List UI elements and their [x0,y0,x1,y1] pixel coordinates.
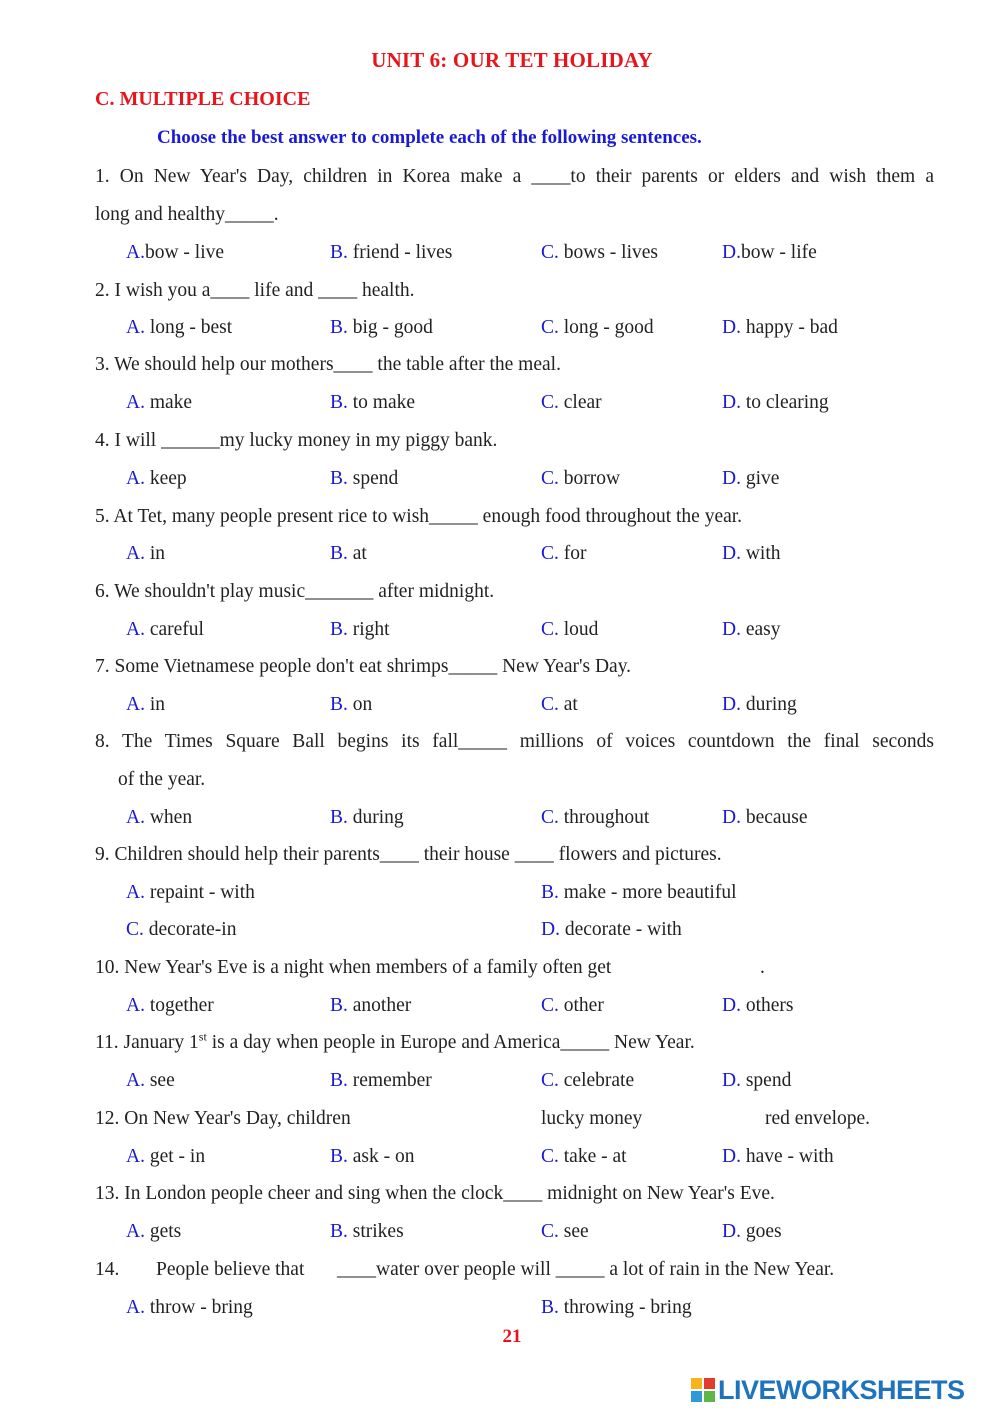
q2-option-a[interactable]: A. long - best [126,317,233,338]
q8-option-c[interactable]: C. throughout [541,807,650,828]
q4-option-c[interactable]: C. borrow [541,468,621,489]
question-4: 4. I will ______my lucky money in my piggy bank. [95,430,498,451]
q7-option-d[interactable]: D. during [722,694,797,715]
question-14-number: 14. [95,1259,120,1280]
question-6: 6. We shouldn't play music_______ after midnight. [95,581,495,602]
question-12-end: red envelope. [765,1108,871,1129]
q4-option-d[interactable]: D. give [722,468,780,489]
q11-option-a[interactable]: A. see [126,1070,175,1091]
q3-option-c[interactable]: C. clear [541,392,602,413]
q14-option-a[interactable]: A. throw - bring [126,1297,253,1318]
q2-option-b[interactable]: B. big - good [330,317,433,338]
q5-option-b[interactable]: B. at [330,543,367,564]
q9-option-b[interactable]: B. make - more beautiful [541,882,737,903]
q3-option-a[interactable]: A. make [126,392,193,413]
q5-option-d[interactable]: D. with [722,543,781,564]
q1-option-a[interactable]: A.bow - live [126,242,225,263]
q12-option-c[interactable]: C. take - at [541,1146,627,1167]
q6-option-d[interactable]: D. easy [722,619,781,640]
liveworksheets-icon [691,1378,715,1402]
q9-option-c[interactable]: C. decorate-in [126,919,237,940]
q13-option-c[interactable]: C. see [541,1221,589,1242]
q6-option-c[interactable]: C. loud [541,619,599,640]
q10-option-a[interactable]: A. together [126,995,214,1016]
q7-option-c[interactable]: C. at [541,694,578,715]
q2-option-c[interactable]: C. long - good [541,317,654,338]
q1-option-d[interactable]: D.bow - life [722,242,817,263]
page-number: 21 [502,1326,522,1347]
q3-option-d[interactable]: D. to clearing [722,392,829,413]
q11-option-d[interactable]: D. spend [722,1070,792,1091]
q4-option-a[interactable]: A. keep [126,468,187,489]
question-1-line-2: long and healthy_____. [95,204,279,225]
q1-option-b[interactable]: B. friend - lives [330,242,453,263]
question-2: 2. I wish you a____ life and ____ health. [95,280,415,301]
q13-option-b[interactable]: B. strikes [330,1221,404,1242]
q7-option-b[interactable]: B. on [330,694,373,715]
question-12: 12. On New Year's Day, children [95,1108,351,1129]
q8-option-b[interactable]: B. during [330,807,404,828]
q2-option-d[interactable]: D. happy - bad [722,317,838,338]
q10-option-b[interactable]: B. another [330,995,412,1016]
q10-option-d[interactable]: D. others [722,995,794,1016]
q6-option-b[interactable]: B. right [330,619,390,640]
question-7: 7. Some Vietnamese people don't eat shrimps_____ New Year's Day. [95,656,632,677]
q4-option-b[interactable]: B. spend [330,468,399,489]
q13-option-a[interactable]: A. gets [126,1221,182,1242]
question-13: 13. In London people cheer and sing when the clock____ midnight on New Year's Eve. [95,1183,775,1204]
question-10-end: . [760,957,765,978]
q10-option-c[interactable]: C. other [541,995,604,1016]
brand-name: LIVEWORKSHEETS [718,1374,965,1405]
q12-option-a[interactable]: A. get - in [126,1146,206,1167]
q13-option-d[interactable]: D. goes [722,1221,782,1242]
question-9: 9. Children should help their parents____ their house ____ flowers and pictures. [95,844,722,865]
q12-option-d[interactable]: D. have - with [722,1146,834,1167]
q8-option-a[interactable]: A. when [126,807,193,828]
q7-option-a[interactable]: A. in [126,694,166,715]
q5-option-a[interactable]: A. in [126,543,166,564]
question-14-rest: ____water over people will _____ a lot of rain in the New Year. [337,1259,835,1280]
question-3: 3. We should help our mothers____ the table after the meal. [95,354,561,375]
page-title: UNIT 6: OUR TET HOLIDAY [371,48,653,72]
question-14-start: People believe that [156,1259,305,1280]
question-11: 11. January 1st is a day when people in Europe and America_____ New Year. [95,1029,695,1053]
question-8-line-1: 8. The Times Square Ball begins its fall_____ millions of voices countdown the final seconds [95,731,934,752]
section-heading: C. MULTIPLE CHOICE [95,88,311,110]
question-5: 5. At Tet, many people present rice to wish_____ enough food throughout the year. [95,506,743,527]
question-10: 10. New Year's Eve is a night when members of a family often get [95,957,612,978]
q8-option-d[interactable]: D. because [722,807,808,828]
q3-option-b[interactable]: B. to make [330,392,416,413]
q14-option-b[interactable]: B. throwing - bring [541,1297,692,1318]
liveworksheets-logo [691,1375,965,1405]
q1-option-c[interactable]: C. bows - lives [541,242,659,263]
question-12-mid: lucky money [541,1108,643,1129]
instruction-text: Choose the best answer to complete each of the following sentences. [157,127,702,148]
q6-option-a[interactable]: A. careful [126,619,204,640]
question-8-line-2: of the year. [118,769,206,790]
q9-option-a[interactable]: A. repaint - with [126,882,255,903]
q11-option-c[interactable]: C. celebrate [541,1070,635,1091]
q5-option-c[interactable]: C. for [541,543,587,564]
question-1-line-1: 1. On New Year's Day, children in Korea make a ____to their parents or elders and wish them a [95,166,934,187]
q12-option-b[interactable]: B. ask - on [330,1146,415,1167]
q9-option-d[interactable]: D. decorate - with [541,919,682,940]
q11-option-b[interactable]: B. remember [330,1070,432,1091]
